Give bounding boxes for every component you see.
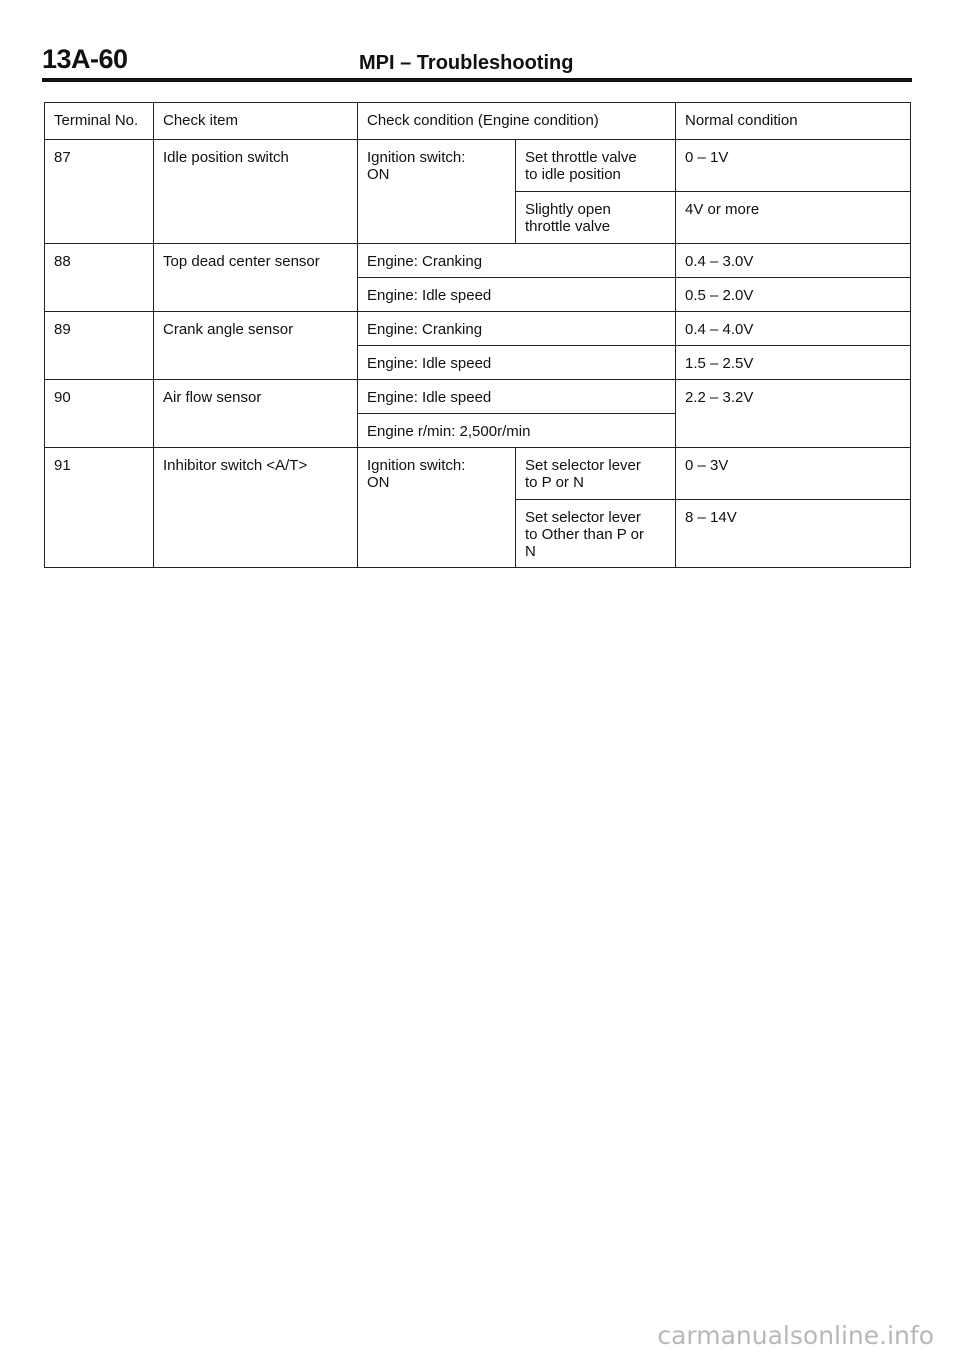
column-header-normal-condition: Normal condition xyxy=(676,103,911,140)
condition-sub-cell: Engine: Cranking xyxy=(358,312,676,346)
table-row xyxy=(45,140,911,192)
terminal-number-cell: 88 xyxy=(45,244,154,312)
section-title: MPI – Troubleshooting xyxy=(359,52,574,74)
check-item-cell: Inhibitor switch <A/T> xyxy=(154,448,358,568)
condition-sub-cell: Set selector lever to P or N xyxy=(516,448,676,500)
terminal-number-cell: 91 xyxy=(45,448,154,568)
condition-main-cell: Ignition switch: ON xyxy=(358,448,516,568)
condition-sub-cell: Engine: Cranking xyxy=(358,244,676,278)
page-number: 13A-60 xyxy=(42,44,128,74)
header-divider xyxy=(42,78,912,82)
normal-condition-cell: 0.4 – 3.0V xyxy=(676,244,911,278)
condition-sub-cell: Engine: Idle speed xyxy=(358,380,676,414)
terminal-number-cell: 89 xyxy=(45,312,154,380)
normal-condition-cell: 2.2 – 3.2V xyxy=(676,380,911,448)
terminal-number-cell: 90 xyxy=(45,380,154,448)
terminal-number-cell: 87 xyxy=(45,140,154,244)
condition-sub-cell: Set throttle valve to idle position xyxy=(516,140,676,192)
normal-condition-cell: 0 – 1V xyxy=(676,140,911,192)
table-row xyxy=(45,380,911,414)
check-item-cell: Idle position switch xyxy=(154,140,358,244)
check-item-cell: Crank angle sensor xyxy=(154,312,358,380)
condition-main-cell: Ignition switch: ON xyxy=(358,140,516,244)
normal-condition-cell: 4V or more xyxy=(676,192,911,244)
condition-sub-cell: Slightly open throttle valve xyxy=(516,192,676,244)
normal-condition-cell: 8 – 14V xyxy=(676,500,911,568)
condition-sub-cell: Engine: Idle speed xyxy=(358,346,676,380)
table-row xyxy=(45,244,911,278)
table-row xyxy=(45,448,911,500)
normal-condition-cell: 0 – 3V xyxy=(676,448,911,500)
check-item-cell: Air flow sensor xyxy=(154,380,358,448)
table-row xyxy=(45,312,911,346)
normal-condition-cell: 1.5 – 2.5V xyxy=(676,346,911,380)
condition-sub-cell: Set selector lever to Other than P or N xyxy=(516,500,676,568)
condition-sub-cell: Engine r/min: 2,500r/min xyxy=(358,414,676,448)
normal-condition-cell: 0.5 – 2.0V xyxy=(676,278,911,312)
column-header-check-condition: Check condition (Engine condition) xyxy=(358,103,676,140)
column-header-terminal: Terminal No. xyxy=(45,103,154,140)
condition-sub-cell: Engine: Idle speed xyxy=(358,278,676,312)
check-item-cell: Top dead center sensor xyxy=(154,244,358,312)
normal-condition-cell: 0.4 – 4.0V xyxy=(676,312,911,346)
table-header-row xyxy=(45,103,911,140)
column-header-check-item: Check item xyxy=(154,103,358,140)
terminal-check-table xyxy=(44,102,911,568)
site-watermark: carmanualsonline.info xyxy=(657,1321,934,1350)
